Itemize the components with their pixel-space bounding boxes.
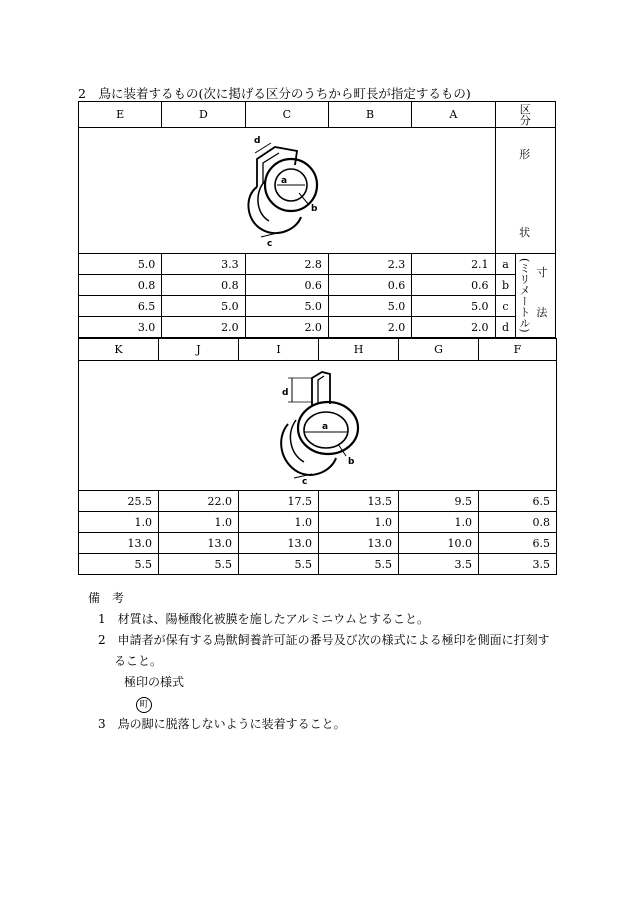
cell: 2.0 <box>245 317 328 338</box>
cell: 2.3 <box>328 254 411 275</box>
label-b: b <box>347 457 354 467</box>
header-e: E <box>79 102 162 128</box>
cell: 22.0 <box>159 491 239 512</box>
cell: 2.0 <box>328 317 411 338</box>
cell: 9.5 <box>399 491 479 512</box>
cell: 5.0 <box>79 254 162 275</box>
cell: 1.0 <box>399 512 479 533</box>
row-label-a: a <box>495 254 516 275</box>
header-i: I <box>239 339 319 361</box>
cell: 6.5 <box>79 296 162 317</box>
kubun-char-2: 分 <box>519 113 531 127</box>
cell: 2.0 <box>162 317 245 338</box>
row-label-c: c <box>495 296 516 317</box>
label-d: d <box>281 388 288 398</box>
unit-ho: 法 <box>536 306 548 319</box>
note-item-3: 3 鳥の脚に脱落しないように装着すること。 <box>98 717 346 731</box>
cell: 0.8 <box>162 275 245 296</box>
cell: 13.0 <box>319 533 399 554</box>
cell: 10.0 <box>399 533 479 554</box>
cell: 5.0 <box>412 296 495 317</box>
note-item-2-cont: ること。 <box>114 654 163 668</box>
cell: 0.8 <box>479 512 557 533</box>
header-f: F <box>479 339 557 361</box>
notes-heading: 備 考 <box>88 591 125 605</box>
cell: 13.0 <box>159 533 239 554</box>
stamp-label: 極印の様式 <box>124 675 185 689</box>
cell: 5.0 <box>245 296 328 317</box>
cell: 1.0 <box>239 512 319 533</box>
cell: 2.8 <box>245 254 328 275</box>
header-b: B <box>328 102 411 128</box>
cell: 5.5 <box>79 554 159 575</box>
cell: 1.0 <box>159 512 239 533</box>
cell: 0.6 <box>245 275 328 296</box>
dimension-unit-cell <box>516 254 556 338</box>
cell: 5.0 <box>162 296 245 317</box>
kubun-header <box>495 102 555 128</box>
cell: 2.1 <box>412 254 495 275</box>
unit-mm <box>518 258 530 335</box>
cell: 13.5 <box>319 491 399 512</box>
unit-mm-text: (ミリメートル) <box>517 258 531 333</box>
label-a: a <box>280 176 287 186</box>
cell: 13.0 <box>79 533 159 554</box>
header-j: J <box>159 339 239 361</box>
cell: 5.0 <box>328 296 411 317</box>
ring-spec-table-small <box>78 338 557 575</box>
katachi-char-1: 形 <box>519 148 531 161</box>
note-item-2: 2 申請者が保有する鳥獣飼養許可証の番号及び次の様式による極印を側面に打刻す <box>98 633 550 647</box>
cell: 2.0 <box>412 317 495 338</box>
row-label-b: b <box>495 275 516 296</box>
label-b: b <box>310 204 318 214</box>
ring-spec-table-large <box>78 101 556 338</box>
cell: 25.5 <box>79 491 159 512</box>
cell: 1.0 <box>319 512 399 533</box>
notes-section <box>88 588 568 735</box>
label-c: c <box>301 477 307 486</box>
cell: 17.5 <box>239 491 319 512</box>
stamp-row <box>88 693 568 714</box>
stamp-mark: 町 <box>136 697 152 713</box>
ring-figure-cell <box>79 128 496 254</box>
cell: 0.8 <box>79 275 162 296</box>
unit-sun: 寸 <box>536 266 548 279</box>
cell: 0.6 <box>328 275 411 296</box>
cell: 5.5 <box>239 554 319 575</box>
header-a: A <box>412 102 495 128</box>
row-label-d: d <box>495 317 516 338</box>
note-item-1: 1 材質は、陽極酸化被膜を施したアルミニウムとすること。 <box>98 612 430 626</box>
cell: 1.0 <box>79 512 159 533</box>
cell: 5.5 <box>159 554 239 575</box>
cell: 13.0 <box>239 533 319 554</box>
katachi-cell <box>495 128 555 254</box>
katachi-char-2: 状 <box>519 226 531 239</box>
kubun-char-1: 区 <box>519 102 531 116</box>
cell: 3.0 <box>79 317 162 338</box>
cell: 6.5 <box>479 491 557 512</box>
label-d: d <box>253 136 261 146</box>
ring-figure-cell-2 <box>79 361 557 491</box>
header-k: K <box>79 339 159 361</box>
header-h: H <box>319 339 399 361</box>
cell: 6.5 <box>479 533 557 554</box>
cell: 3.5 <box>479 554 557 575</box>
cell: 3.3 <box>162 254 245 275</box>
cell: 0.6 <box>412 275 495 296</box>
ring-diagram-large <box>258 362 378 486</box>
header-c: C <box>245 102 328 128</box>
cell: 5.5 <box>319 554 399 575</box>
label-c: c <box>266 239 273 249</box>
label-a: a <box>321 422 328 432</box>
cell: 3.5 <box>399 554 479 575</box>
header-d: D <box>162 102 245 128</box>
header-g: G <box>399 339 479 361</box>
page-title: 2 鳥に装着するもの(次に掲げる区分のうちから町長が指定するもの) <box>78 86 471 101</box>
ring-diagram-small <box>227 129 347 249</box>
